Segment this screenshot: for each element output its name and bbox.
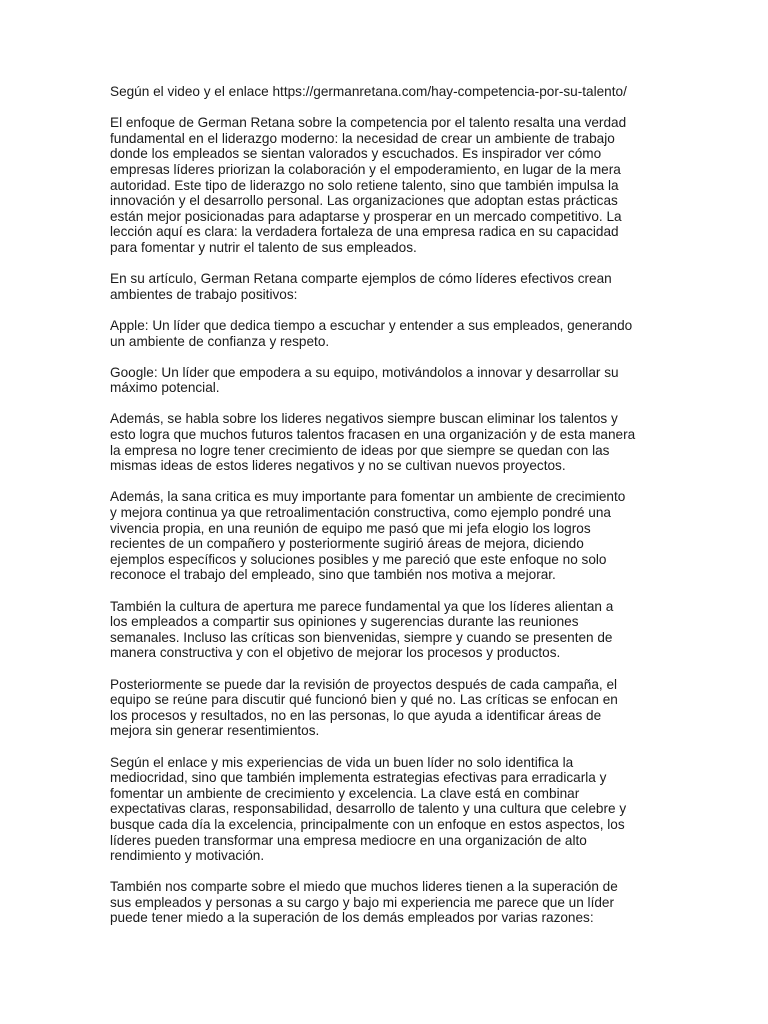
intro-paragraph: El enfoque de German Retana sobre la competencia por el talento resalta una verdad fundamental en el liderazgo moderno: la necesidad de crear un ambiente de trabajo donde los empleados se sientan valorados y escuchados. Es inspirador ver cómo empresas líderes priorizan la colaboración y el empoderamiento, en lugar de la mera autoridad. Este tipo de liderazgo no solo retiene talento, sino que también impulsa la innovación y el desarrollo personal. Las organizaciones que adoptan estas prácticas están mejor posicionadas para adaptarse y prosperar en un mercado competitivo. La lección aquí es clara: la verdadera fortaleza de una empresa radica en su capacidad para fomentar y nutrir el talento de sus empleados. xyxy=(110,115,627,255)
good-leader-paragraph: Según el enlace y mis experiencias de vida un buen líder no solo identifica la mediocridad, sino que también implementa estrategias efectivas para erradicarla y fomentar un ambiente de crecimiento y excelencia. La clave está en combinar expectativas claras, responsabilidad, desarrollo de talento y una cultura que celebre y busque cada día la excelencia, principalmente con un enfoque en estos aspectos, los líderes pueden transformar una empresa mediocre en una organización de alto rendimiento y motivación. xyxy=(110,754,627,864)
openness-culture-paragraph: También la cultura de apertura me parece fundamental ya que los líderes alientan a los empleados a compartir sus opiniones y sugerencias durante las reuniones semanales. Incluso las críticas son bienvenidas, siempre y cuando se presenten de manera constructiva y con el objetivo de mejorar los procesos y productos. xyxy=(110,598,614,661)
examples-intro-paragraph: En su artículo, German Retana comparte ejemplos de cómo líderes efectivos crean ambientes de trabajo positivos: xyxy=(110,271,612,302)
healthy-criticism-paragraph: Además, la sana critica es muy importante para fomentar un ambiente de crecimiento y mejora continua ya que retroalimentación constructiva, como ejemplo pondré una vivencia propia, en una reunión de equipo me pasó que mi jefa elogio los logros recientes de un compañero y posteriormente sugirió áreas de mejora, diciendo ejemplos específicos y soluciones posibles y me pareció que este enfoque no solo reconoce el trabajo del empleado, sino que también nos motiva a mejorar. xyxy=(110,489,626,583)
google-example-paragraph: Google: Un líder que empodera a su equipo, motivándolos a innovar y desarrollar su máximo potencial. xyxy=(110,364,619,396)
document-body xyxy=(110,84,662,942)
project-review-paragraph: Posteriormente se puede dar la revisión de proyectos después de cada campaña, el equipo se reúne para discutir qué funcionó bien y qué no. Las críticas se enfocan en los procesos y resultados, no en las personas, lo que ayuda a identificar áreas de mejora sin generar resentimientos. xyxy=(110,676,618,739)
apple-example-paragraph: Apple: Un líder que dedica tiempo a escuchar y entender a sus empleados, generando un ambiente de confianza y respeto. xyxy=(110,317,633,349)
negative-leaders-paragraph: Además, se habla sobre los lideres negativos siempre buscan eliminar los talentos y esto logra que muchos futuros talentos fracasen en una organización y de esta manera la empresa no logre tener crecimiento de ideas por que siempre se quedan con las mismas ideas de estos lideres negativos y no se cultivan nuevos proyectos. xyxy=(110,411,636,474)
source-reference-paragraph: Según el video y el enlace https://germanretana.com/hay-competencia-por-su-talento/ xyxy=(110,84,627,99)
fear-of-growth-paragraph: También nos comparte sobre el miedo que muchos lideres tienen a la superación de sus empleados y personas a su cargo y bajo mi experiencia me parece que un líder puede tener miedo a la superación de los demás empleados por varias razones: xyxy=(110,879,618,926)
